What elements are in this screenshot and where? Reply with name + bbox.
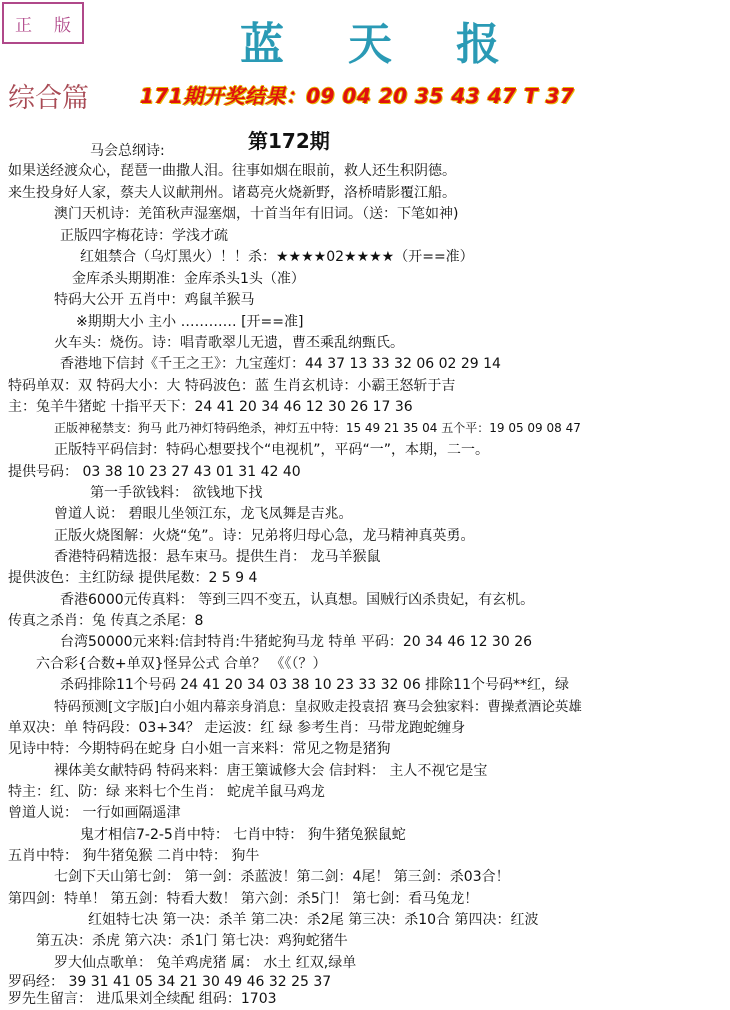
text-line: 第一手欲钱料： 欲钱地下找 xyxy=(90,485,263,501)
text-line: 马会总纲诗: xyxy=(90,143,165,159)
text-line: 特码单双：双 特码大小：大 特码波色：蓝 生肖玄机诗：小霸王怒斩于吉 xyxy=(8,378,456,394)
text-line: 提供波色：主红防绿 提供尾数：2 5 9 4 xyxy=(8,570,258,586)
title-char-2: 天 xyxy=(348,19,392,70)
genuine-edition-stamp xyxy=(2,2,84,44)
text-line: 五肖中特： 狗牛猪兔猴 二肖中特： 狗牛 xyxy=(8,848,260,864)
text-line: 如果送经渡众心，琵琶一曲撒人泪。往事如烟在眼前，救人还生积阴德。 xyxy=(8,163,456,179)
text-line: 见诗中特：今期特码在蛇身 白小姐一言来料：常见之物是猪狗 xyxy=(8,741,391,757)
text-line: 罗大仙点歌单： 兔羊鸡虎猪 属： 水土 红双,绿单 xyxy=(54,955,357,971)
title-char-1: 蓝 xyxy=(240,19,284,70)
text-line: 红姐禁合（乌灯黑火）！！杀：★★★★02★★★★（开==准） xyxy=(80,249,474,265)
text-line: 罗先生留言： 进瓜果刘全续配 组码：1703 xyxy=(8,991,277,1007)
text-line: 杀码排除11个号码 24 41 20 34 03 38 10 23 33 32 06 排除11个号码**红，绿 xyxy=(60,677,569,693)
text-line: 正版神秘禁支：狗马 此乃神灯特码绝杀，神灯五中特：15 49 21 35 04 五个平：19 05 09 08 47 xyxy=(54,421,581,435)
newspaper-title xyxy=(240,12,500,68)
text-line: 传真之杀肖：兔 传真之杀尾：8 xyxy=(8,613,204,629)
text-line: 红姐特七决 第一决：杀羊 第二决：杀2尾 第三决：杀10合 第四决：红波 xyxy=(88,912,539,928)
title-char-3: 报 xyxy=(456,19,500,70)
text-line: 裸体美女献特码 特码来料：唐王篥诚修大会 信封料： 主人不视它是宝 xyxy=(54,763,488,779)
text-line: 来生投身好人家，蔡夫人议献荆州。诸葛亮火烧新野，洛桥晴影覆江船。 xyxy=(8,185,456,201)
text-line: 台湾50000元来料:信封特肖:牛猪蛇狗马龙 特单 平码：20 34 46 12 30 26 xyxy=(60,634,533,650)
text-line: 火车头：烧伤。诗：唱青歌翠儿无遗，曹丕乘乱纳甄氏。 xyxy=(54,335,404,351)
issue-number: 第172期 xyxy=(248,129,330,153)
text-line: 正版火烧图解：火烧“兔”。诗：兄弟将归母心急，龙马精神真英勇。 xyxy=(54,528,475,544)
text-line: 提供号码： 03 38 10 23 27 43 01 31 42 40 xyxy=(8,464,301,480)
stamp-char-2: 版 xyxy=(54,15,71,36)
text-line: 曾道人说： 一行如画隔遥津 xyxy=(8,805,181,821)
text-line: 曾道人说： 碧眼儿坐领江东，龙飞凤舞是吉兆。 xyxy=(54,506,353,522)
text-line: 第四剑：特单！ 第五剑：特看大数！ 第六剑：杀5门！ 第七剑：看马兔龙！ xyxy=(8,891,479,907)
text-line: 特码大公开 五肖中：鸡鼠羊猴马 xyxy=(54,292,255,308)
text-line: 香港地下信封《千王之王》：九宝莲灯：44 37 13 33 32 06 02 29 14 xyxy=(60,356,501,372)
text-line: 罗码经： 39 31 41 05 34 21 30 49 46 32 25 37 xyxy=(8,974,332,990)
text-line: 正版特平码信封：特码心想要找个“电视机”，平码“一”，本期，二一。 xyxy=(54,442,490,458)
text-line: 第五决：杀虎 第六决：杀1门 第七决：鸡狗蛇猪牛 xyxy=(36,933,348,949)
text-line: 澳门天机诗：羌笛秋声湿塞烟，十首当年有旧词。（送：下笔如神) xyxy=(54,206,459,222)
text-line: 正版四字梅花诗：学浅才疏 xyxy=(60,228,228,244)
draw-result-banner: 171期开奖结果：09 04 20 35 43 47 T 37 xyxy=(140,84,575,108)
section-heading: 综合篇 xyxy=(8,83,89,114)
text-line: 特主：红、防：绿 来料七个生肖： 蛇虎羊鼠马鸡龙 xyxy=(8,784,325,800)
text-line: 七剑下天山第七剑： 第一剑：杀蓝波！第二剑：4尾！ 第三剑：杀03合！ xyxy=(54,869,510,885)
text-line: 六合彩{合数+单双}怪异公式 合单？ 《《（？） xyxy=(36,656,327,672)
text-line: 香港特码精选报：悬车束马。提供生肖： 龙马羊猴鼠 xyxy=(54,549,381,565)
text-line: 主：兔羊牛猪蛇 十指平天下：24 41 20 34 46 12 30 26 17 36 xyxy=(8,399,413,415)
text-line: ※期期大小 主小 ………… [开==准] xyxy=(76,314,304,330)
stamp-char-1: 正 xyxy=(15,15,32,36)
text-line: 香港6000元传真料： 等到三四不变五，认真想。国贼行凶杀贵妃，有玄机。 xyxy=(60,592,535,608)
text-line: 鬼才相信7-2-5肖中特： 七肖中特： 狗牛猪兔猴鼠蛇 xyxy=(80,827,406,843)
text-line: 特码预测[文字版]白小姐内幕亲身消息：皇叔败走投袁招 赛马会独家料：曹操煮酒论英雄 xyxy=(54,699,582,715)
text-line: 单双决：单 特码段：03+34？ 走运波：红 绿 参考生肖：马带龙跑蛇缠身 xyxy=(8,720,466,736)
text-line: 金库杀头期期准：金库杀头1头（准） xyxy=(72,271,305,287)
